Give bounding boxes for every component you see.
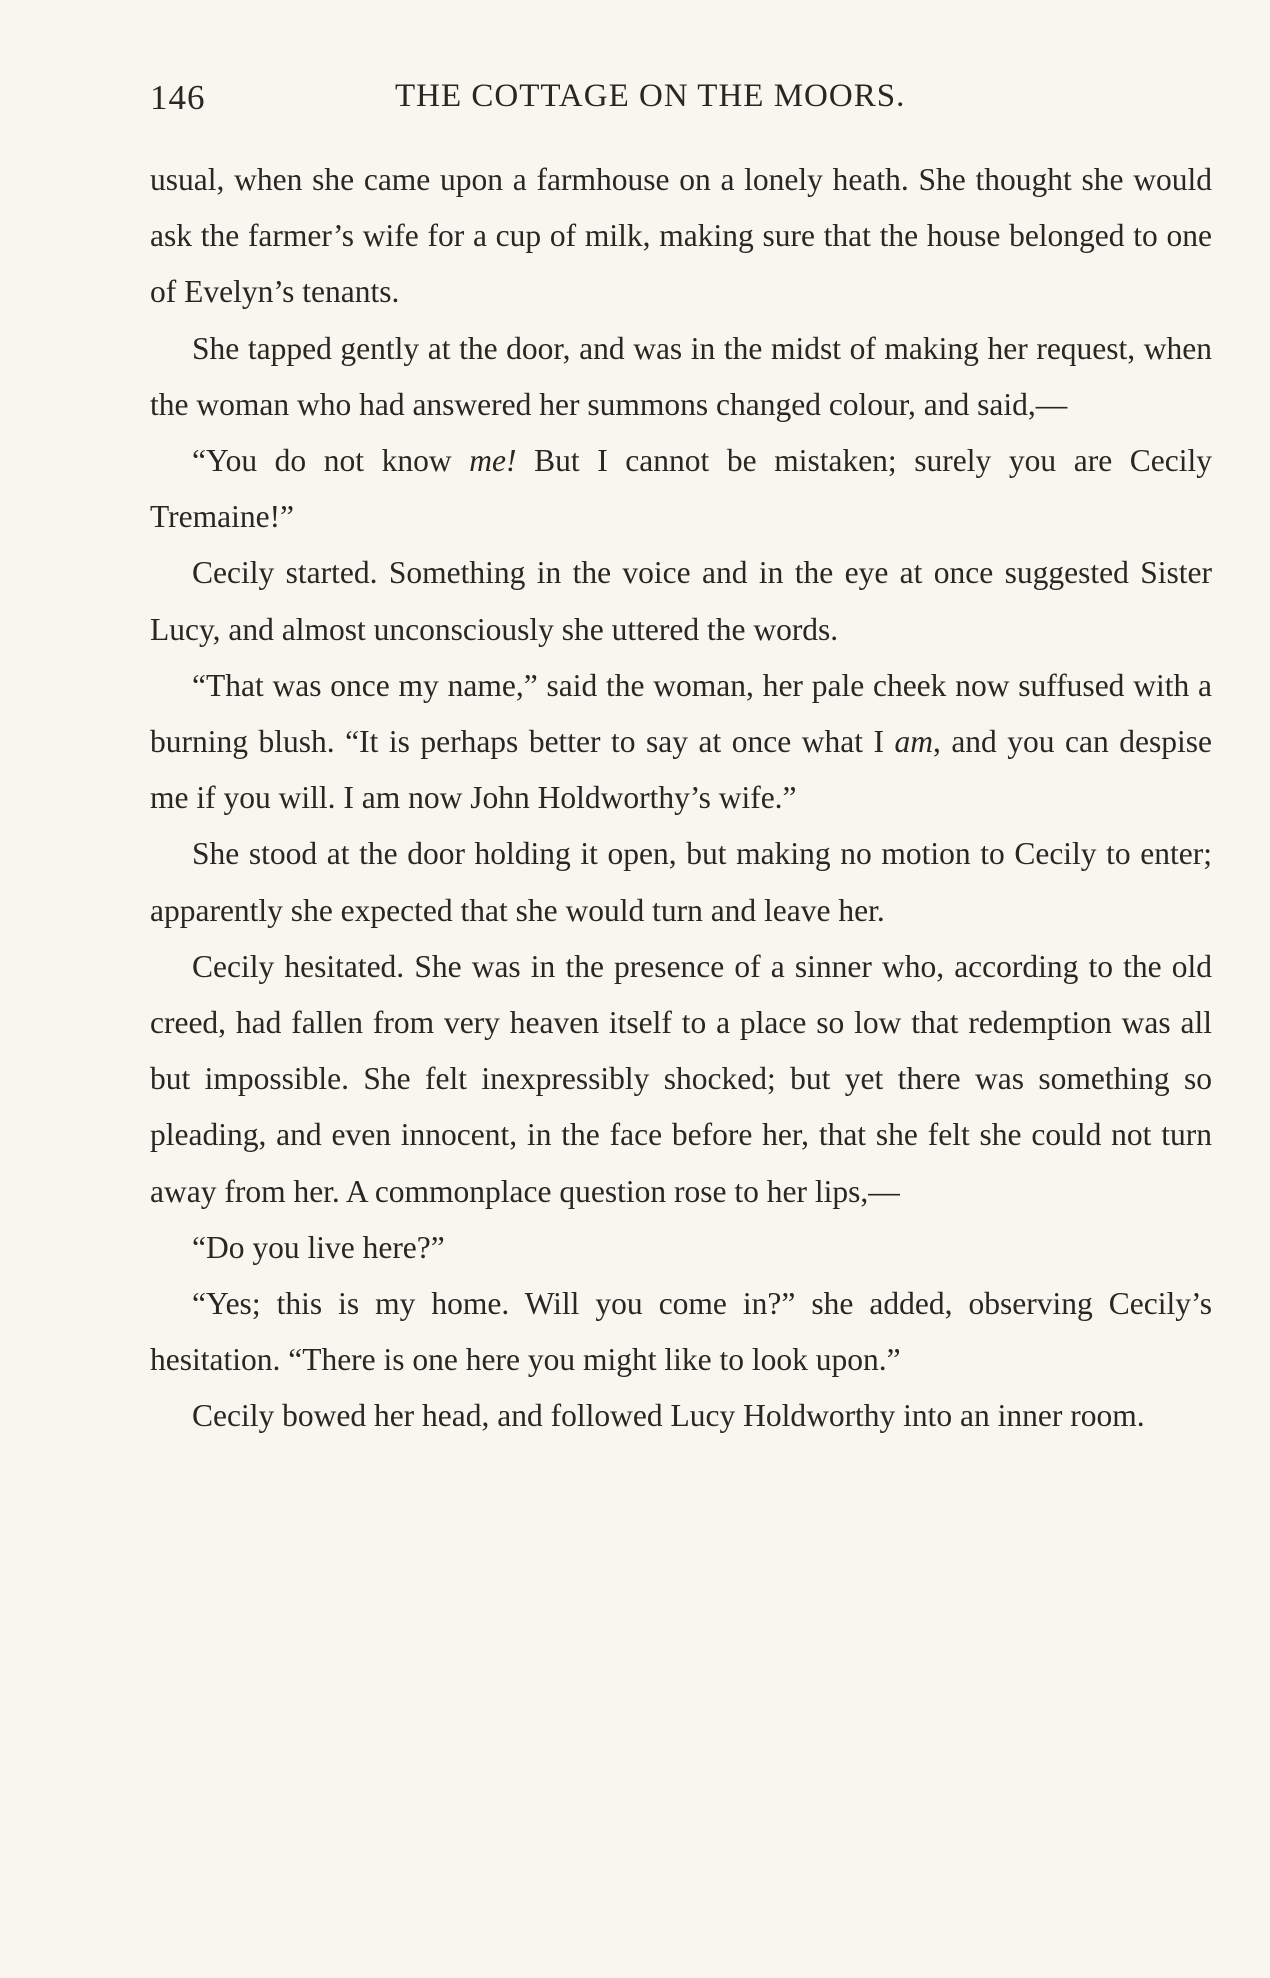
paragraph: “Do you live here?”	[192, 1229, 445, 1265]
paragraph-text: “You do not know	[192, 443, 470, 479]
running-title: THE COTTAGE ON THE MOORS.	[395, 78, 906, 114]
paragraph-text: , and you can despise me if you will. I am now John Holdworthy’s wife.”	[150, 724, 1212, 816]
italic-emphasis: me!	[469, 443, 517, 479]
paragraph: Cecily bowed her head, and followed Lucy Holdworthy into an inner room.	[192, 1398, 1145, 1434]
paragraph: She tapped gently at the door, and was in the midst of making her request, when the woman who had answered her summons changed colour, and said,—	[150, 330, 1212, 422]
paragraph: Cecily started. Something in the voice and in the eye at once suggested Sister Lucy, and almost unconsciously she uttered the words.	[150, 555, 1212, 647]
paragraph: usual, when she came upon a farmhouse on a lonely heath. She thought she would ask the farmer’s wife for a cup of milk, making sure that the house belonged to one of Evelyn’s tenants.	[150, 162, 1212, 310]
running-header	[150, 78, 1212, 126]
paragraph: “Yes; this is my home. Will you come in?” she added, observing Cecily’s hesitation. “There is one here you might like to look upon.”	[150, 1286, 1212, 1378]
italic-emphasis: am	[894, 724, 933, 760]
paragraph: She stood at the door holding it open, but making no motion to Cecily to enter; apparently she expected that she would turn and leave her.	[150, 836, 1212, 928]
paragraph: Cecily hesitated. She was in the presence of a sinner who, according to the old creed, had fallen from very heaven itself to a place so low that redemption was all but impossible. She felt inexpressibly shocked; but yet there was something so pleading, and even innocent, in the face before her, that she felt she could not turn away from her. A commonplace question rose to her lips,—	[150, 948, 1212, 1209]
paragraph-text: But I cannot be mistaken; surely you are Cecily Tremaine!”	[150, 443, 1212, 535]
paragraph	[150, 433, 1212, 545]
paragraph-text: “That was once my name,” said the woman, her pale cheek now suffused with a burning blush. “It is perhaps better to say at once what I	[150, 667, 1212, 760]
body-text	[150, 152, 1212, 1445]
paragraph	[150, 658, 1212, 827]
page-number: 146	[150, 78, 206, 117]
